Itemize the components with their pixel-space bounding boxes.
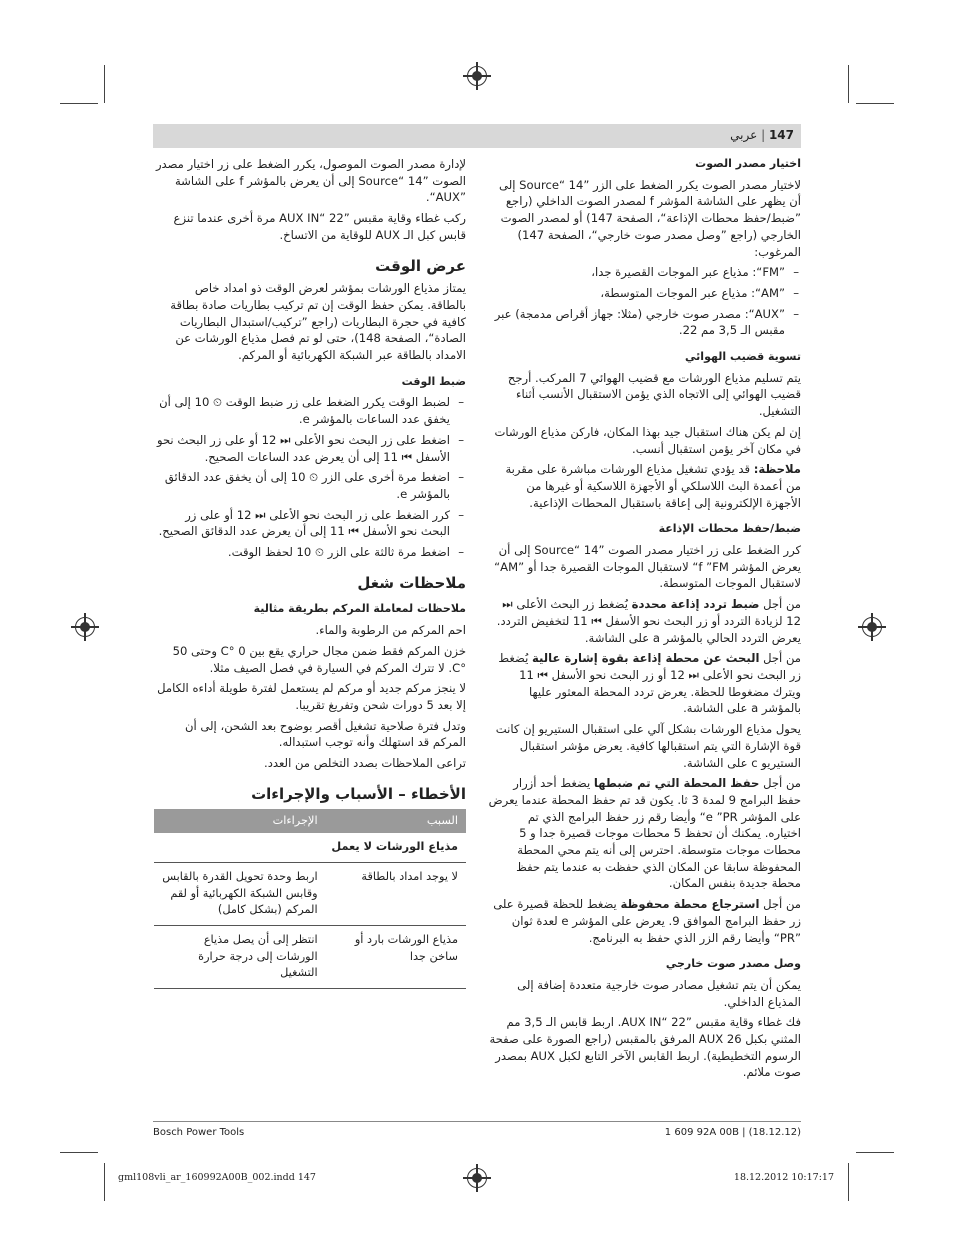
footer-brand: Bosch Power Tools [153,1127,245,1138]
print-slug-date: 18.12.2012 10:17:17 [733,1172,834,1183]
list-item: – ”AM“: مذياع عبر الموجات المتوسطة، [488,285,801,302]
list-item: – اضغط مرة ثالثة على الزر ⏲ 10 لحفظ الوقت. [153,544,466,561]
paragraph [488,596,801,646]
list-item: – ”FM“: مذياع عبر الموجات القصيرة جدا، [488,264,801,281]
paragraph: كرر الضغط على زر اختيار مصدر الصوت ”Source“ 14 إلى أن يعرض المؤشر f ”FM“ لاستقبال الموجات القصيرة جدا أو ”AM“ لاستقبال الموجات المتوسطة. [494,543,801,591]
paragraph: يحول مذياع الورشات بشكل آلي على استقبال الستيريو إن كانت قوة الإشارة التي يتم استقبالها كافية. يعرض مؤشر استقبال الستيريو c على الشاشة. [495,722,801,770]
crop-mark [856,103,894,104]
list-item: – اضغط مرة أخرى على الزر ⏲ 10 إلى أن يخفق عدد الدقائق بالمؤشر e. [153,469,466,502]
language-label: عربي [730,128,758,142]
text-run: يضغط أحد أزرار حفظ البرامج 9 لمدة 3 ثا. يكون قد تم حفظ المحطة عندما يعرض على المؤشر e ”PR“ وأيضا رقم زر حفظ البرامج الذي تم اختياره. يمكنك أن تحفظ 5 محطات موجات قصيرة جدا و 5 محطات موجات متوسطة. احترس إلى أنه يتم محي المحطة المحفوظة سابقا عن المكان الذي حفظت به عندما يتم حفظ محطة جديدة بنفس المكان. [488,776,801,891]
column-header-cause: السبب [326,809,466,834]
paragraph: خزن المركم فقط ضمن مجال حراري يقع بين 0 °C وحتى 50 °C. لا تترك المركم في السيارة في فصل الصيف مثلا. [172,643,466,675]
paragraph: لا ينجز مركم جديد أو مركم لم يستعمل لفترة طويلة أداءه الكامل إلا بعد 5 دورات شحن وتفريغ تقريبا. [157,681,466,712]
paragraph: إن لم يكن هناك استقبال جيد بهذا المكان، فاركن مذياع الورشات في مكان آخر يؤمن استقبال أنسب. [494,424,801,456]
section-title: ملاحظات شغل [357,573,466,592]
text-run: من أجل [759,597,801,612]
paragraph [488,896,801,946]
note-paragraph [488,461,801,511]
section-heading: تسوية قضيب الهوائي [685,350,801,364]
crop-mark [104,1163,105,1201]
registration-mark-icon [467,1168,487,1188]
crop-mark [848,1163,849,1201]
crop-mark [856,1152,894,1153]
paragraph [488,775,801,892]
footer-doc-ref: 1 609 92A 00B | (18.12.12) [664,1127,801,1138]
paragraph: يمتاز مذياع الورشات بمؤشر لعرض الوقت ذو امداد خاص بالطاقة. يمكن حفظ الوقت إن تم تركيب بطاريات صادة بطاقة كافية في حجرة البطاريات (راجع ”تركيب/استبدال البطاريات الصادة“، الصفحة 148)، حتى لو تم فصل مذياع الورشات عن الامداد بالطاقة عبر الشبكة الكهربائية أو المركم. [170,281,466,363]
crop-mark [60,1152,98,1153]
emphasis: البحث عن محطة إذاعة بقوة إشارة عالية [532,651,760,666]
emphasis: حفظ المحطة التي تم ضبطها [593,776,760,791]
section-title: الأخطاء – الأسباب والإجراءات [251,784,466,803]
print-slug-file: gml108vli_ar_160992A00B_002.indd 147 [118,1172,316,1183]
cause-cell: لا يوجد امداد بالطاقة [326,862,466,925]
table-row [154,862,466,925]
paragraph [488,650,801,717]
paragraph: فك غطاء وقاية مقبس ”AUX IN“ 22. اربط قابس الـ 3,5 مم المثني بكبل AUX 26 المرفق بالمقبس (راجع الصورة على صفحة الرسوم التخطيطية). اربط القابس الآخر التابع لكبل AUX بمصدر صوت ملائم. [489,1015,801,1080]
registration-mark-icon [467,66,487,86]
text-run: يُضغط زر البحث الأعلى ⏭ 12 لزيادة التردد أو زر البحث نحو الأسفل ⏮ 11 لتخفيض التردد. يعرض التردد الحالي بالمؤشر a على الشاشة. [496,597,801,645]
list-item: – كرر الضغط على زر البحث نحو الأعلى ⏭ 12 أو على زر البحث نحو الأسفل ⏮ 11 إلى أن يعرض عدد الدقائق الصحيح. [153,507,466,540]
troubleshooting-table [154,809,466,990]
section-title: عرض الوقت [375,256,466,275]
footer-rule [153,1121,801,1122]
emphasis: ضبط تردد إذاعة محددة [631,597,760,612]
left-column [153,156,466,989]
page-number: 147 [768,128,794,142]
crop-mark [60,103,98,104]
text-run: من أجل [759,776,801,791]
section-heading: ضبط الوقت [401,374,466,388]
page-header: 147 | عربي [730,128,794,142]
crop-mark [848,65,849,103]
paragraph: لإدارة مصدر الصوت الموصول، يكرر الضغط على زر اختيار مصدر الصوت ”Source“ 14 إلى أن يعرض بالمؤشر f على الشاشة ”AUX“. [155,157,466,205]
action-cell: انتظر إلى أن يصل مذياع الورشات إلى درجة حرارة التشغيل [154,926,326,989]
text-run: يضغط للحظة قصيرة على زر حفظ البرامج الموافق 9. يعرض على المؤشر e لعدة ثوان ”PR“ وأيضا رقم الزر الذي حفظ به البرنامج. [493,897,801,945]
list-item: – لضبط الوقت يكرر الضغط على زر ضبط الوقت ⏲ 10 إلى أن يخفق عدد الساعات بالمؤشر e. [153,394,466,427]
paragraph: وتدل فترة صلاحية تشغيل أقصر بوضوح بعد الشحن، إلى أن المركم قد استهلك وأنه توجب استبداله. [184,718,466,750]
emphasis: استرجاع محطة محفوظة [620,897,760,912]
paragraph: ركب غطاء وقاية مقبس ”AUX IN“ 22 مرة أخرى عندما تنزع قابس كبل الـ AUX للوقاية من الاتساخ. [173,211,466,242]
table-header-row [154,809,466,834]
registration-mark-icon [75,617,95,637]
table-row [154,926,466,989]
section-heading: وصل مصدر صوت خارجي [665,957,801,971]
right-column [488,156,801,1085]
section-heading: ضبط/حفظ محطات الإذاعة [658,522,801,536]
text-run: من أجل [759,897,801,912]
crop-mark [104,65,105,103]
paragraph: لاختيار مصدر الصوت يكرر الضغط على الزر ”Source“ 14 إلى أن يظهر على الشاشة المؤشر f لمصدر الصوت الداخلي (راجع ”ضبط/حفظ محطات الإذاعة“، الصفحة 147) أو لمصدر الصوت الخارجي (راجع ”وصل مصدر صوت خارجي“، الصفحة 147) المرغوب: [499,177,801,259]
paragraph: يتم تسليم مذياع الورشات مع قضيب الهوائي 7 المركب. أرجح قضيب الهوائي إلى الاتجاه الذي يؤمن الاستقبال الأنسب أثناء التشغيل. [507,370,801,419]
paragraph: احم المركم من الرطوبة والماء. [315,623,466,638]
list-item: – اضغط على زر البحث نحو الأعلى ⏭ 12 أو على زر البحث نحو الأسفل ⏮ 11 إلى أن يعرض عدد الساعات الصحيح. [153,432,466,465]
note-text: قد يؤدي تشغيل مذياع الورشات مباشرة على مقربة من أعمدة البث اللاسلكي أو الأجهزة اللاسكية أو غيرها من الأجهزة الإلكترونية إلى إعاقة باستقبال المحطات الإذاعية. [505,462,801,510]
text-run: يُضغط زر البحث نحو الأعلى ⏭ 12 أو زر البحث نحو الأسفل ⏮ 11 ويترك مضغوطا للحظة. يعرض تردد المحطة المعثور عليها بالمؤشر a على الشاشة. [498,651,801,716]
column-header-action: الإجراءات [154,809,326,834]
paragraph: يمكن أن يتم تشغيل مصادر صوت خارجية متعددة إضافة إلى المذياع الداخلي. [517,977,801,1009]
section-heading: ملاحظات لمعاملة المركم بطريقة مثالية [253,602,466,616]
action-cell: اربط وحدة تحويل القدرة بالقابس وقابس الشبكة الكهربائية أو لقم المركم (بشكل كامل) [154,862,326,925]
table-category-row [154,833,466,862]
cause-cell: مذياع الورشات بارد أو ساخن جدا [326,926,466,989]
category-cell: مذياع الورشات لا يعمل [154,833,466,862]
text-run: من أجل [759,651,801,666]
registration-mark-icon [862,617,882,637]
list-item: – ”AUX“: مصدر صوت خارجي (مثلا: جهاز أقراص مدمجة) عبر مقبس الـ 3,5 مم 22. [488,306,801,339]
paragraph: تراعى الملاحظات بصدد التخلص من العدد. [264,756,466,771]
note-label: ملاحظة: [753,462,801,477]
section-heading: اختيار مصدر الصوت [695,157,801,170]
